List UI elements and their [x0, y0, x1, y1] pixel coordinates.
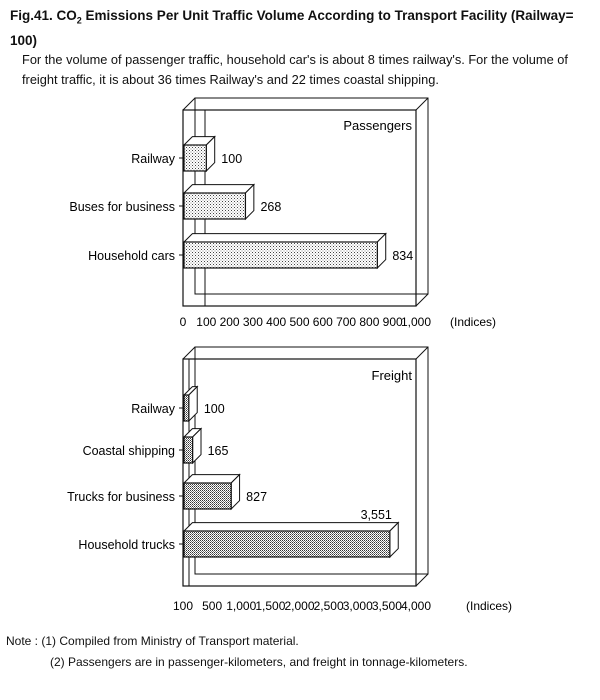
freight-category-label: Trucks for business — [67, 490, 175, 504]
passengers-x-tick-label: 400 — [266, 315, 287, 329]
passengers-value-label: 834 — [392, 249, 414, 263]
freight-category-label: Coastal shipping — [82, 444, 175, 458]
passengers-category-label: Railway — [131, 152, 175, 166]
passengers-x-tick-label: 800 — [359, 315, 380, 329]
passengers-bar-top — [184, 185, 254, 193]
passengers-x-tick-label: 600 — [312, 315, 333, 329]
passengers-x-tick-label: 200 — [219, 315, 240, 329]
freight-value-label: 100 — [203, 402, 225, 416]
passengers-value-label: 268 — [260, 200, 282, 214]
passengers-x-tick-label: 0 — [179, 315, 187, 329]
freight-category-label: Household trucks — [78, 538, 175, 552]
passengers-bar-top — [184, 234, 386, 242]
freight-x-tick-label: 1,000 — [226, 599, 257, 613]
passengers-x-tick-label: 700 — [336, 315, 357, 329]
freight-value-label: 827 — [246, 490, 268, 504]
freight-bar — [184, 531, 390, 557]
freight-value-label: 3,551 — [360, 508, 392, 522]
freight-bar — [184, 483, 231, 509]
freight-bar-top — [184, 523, 398, 531]
passengers-bar — [184, 145, 206, 171]
title-subscript: 2 — [76, 15, 82, 26]
passengers-frame-edge — [416, 98, 428, 110]
note-1 — [6, 633, 299, 649]
note-2: (2) Passengers are in passenger-kilometers, and freight in tonnage-kilometers. — [50, 655, 468, 669]
passengers-x-tick-label: 500 — [289, 315, 310, 329]
passengers-value-label: 100 — [221, 152, 243, 166]
freight-x-tick-label: 4,000 — [400, 599, 432, 613]
freight-frame-edge — [183, 347, 195, 359]
passengers-frame-edge — [416, 294, 428, 306]
freight-x-tick-label: 2,000 — [284, 599, 315, 613]
freight-panel-label: Freight — [371, 368, 412, 383]
figure-description: For the volume of passenger traffic, household car's is about 8 times railway's. For the volume of freight traffic, it is about 36 times Railway's and 22 times coastal shipping. — [22, 52, 568, 87]
freight-bar — [184, 395, 189, 421]
freight-value-label: 165 — [207, 444, 229, 458]
passengers-x-unit: (Indices) — [450, 315, 497, 329]
passengers-frame-edge — [183, 98, 195, 110]
passengers-x-tick-label: 900 — [382, 315, 403, 329]
passengers-category-label: Household cars — [88, 249, 175, 263]
freight-frame-edge — [416, 347, 428, 359]
passengers-x-tick-label: 1,000 — [400, 315, 432, 329]
freight-frame-edge — [416, 574, 428, 586]
passengers-x-tick-label: 100 — [196, 315, 217, 329]
title-prefix: Fig.41. CO — [10, 8, 77, 23]
freight-category-label: Railway — [131, 402, 175, 416]
note-label: Note : — [6, 634, 39, 648]
freight-x-tick-label: 500 — [202, 599, 223, 613]
freight-x-tick-label: 2,500 — [313, 599, 344, 613]
note-item-1: (1) Compiled from Ministry of Transport material. — [41, 634, 299, 648]
freight-x-tick-label: 1,500 — [255, 599, 286, 613]
title-suffix: Emissions Per Unit Traffic Volume According to Transport Facility (Railway= — [81, 8, 574, 23]
passengers-x-tick-label: 300 — [242, 315, 263, 329]
title-line2: 100) — [10, 32, 38, 48]
freight-bar — [184, 437, 193, 463]
freight-x-tick-label: 3,000 — [342, 599, 373, 613]
freight-bar-top — [184, 475, 240, 483]
passengers-bar — [184, 242, 377, 268]
passengers-category-label: Buses for business — [69, 200, 175, 214]
passengers-bar — [184, 193, 245, 219]
freight-x-tick-label: 100 — [172, 599, 194, 613]
freight-x-unit: (Indices) — [466, 599, 513, 613]
freight-x-tick-label: 3,500 — [371, 599, 402, 613]
passengers-panel-label: Passengers — [343, 118, 412, 133]
